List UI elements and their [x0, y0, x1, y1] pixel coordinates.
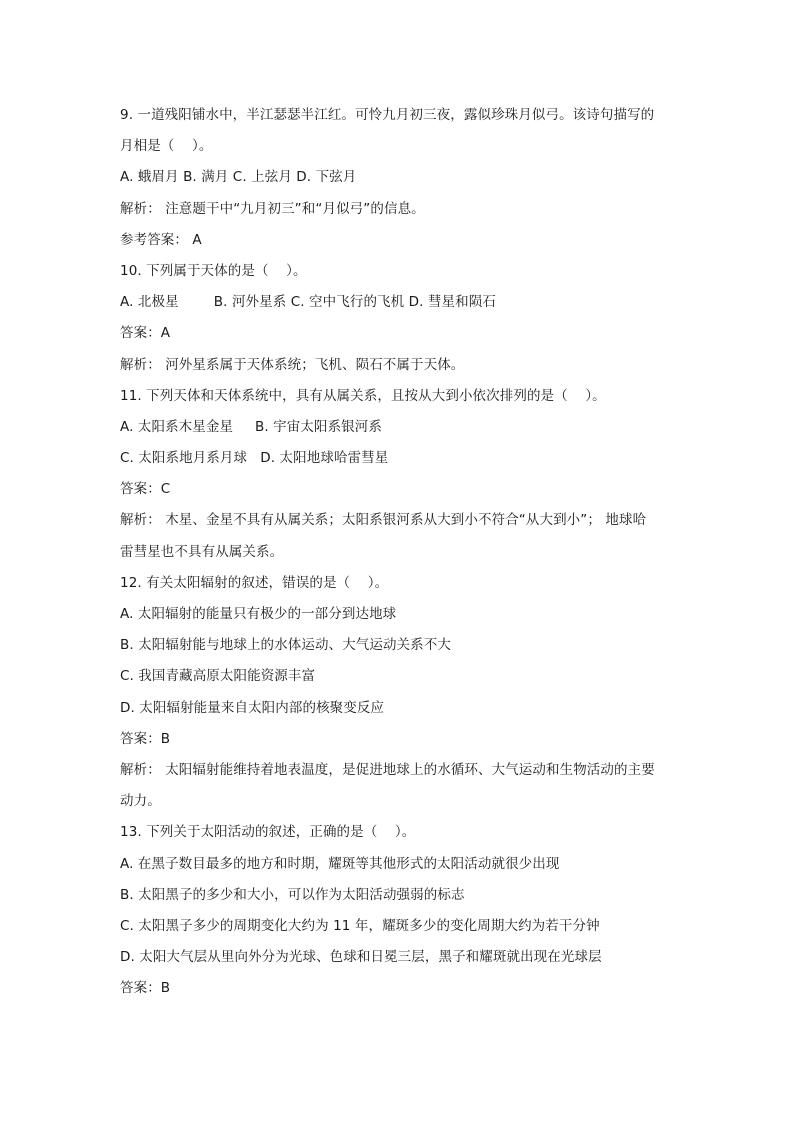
question-13-option-d: D. 太阳大气层从里向外分为光球、色球和日冕三层，黑子和耀斑就出现在光球层: [120, 949, 602, 966]
question-10-answer: 答案：A: [120, 325, 171, 342]
question-13-option-a: A. 在黑子数目最多的地方和时期，耀斑等其他形式的太阳活动就很少出现: [120, 855, 560, 872]
question-10-stem: 10. 下列属于天体的是（ ）。: [120, 262, 307, 279]
question-11-answer: 答案：C: [120, 481, 171, 498]
question-11-stem: 11. 下列天体和天体系统中，具有从属关系，且按从大到小依次排列的是（ ）。: [120, 387, 606, 404]
question-9-answer: 参考答案： A: [120, 231, 202, 248]
question-9-options: A. 蛾眉月 B. 满月 C. 上弦月 D. 下弦月: [120, 169, 357, 186]
question-12-option-c: C. 我国青藏高原太阳能资源丰富: [120, 668, 316, 685]
document-body: [120, 100, 680, 1004]
question-13-option-b: B. 太阳黑子的多少和大小，可以作为太阳活动强弱的标志: [120, 886, 465, 903]
question-9-stem-line-1: 9. 一道残阳铺水中，半江瑟瑟半江红。可怜九月初三夜，露似珍珠月似弓。该诗句描写的: [120, 107, 655, 123]
question-13-answer: 答案：B: [120, 980, 171, 997]
question-10-options: A. 北极星 B. 河外星系 C. 空中飞行的飞机 D. 彗星和陨石: [120, 294, 496, 311]
question-9-analysis: 解析： 注意题干中“九月初三”和“月似弓”的信息。: [120, 200, 425, 217]
question-9-stem-line-2: 月相是（ ）。: [120, 138, 213, 155]
question-11-options-ab: A. 太阳系木星金星 B. 宇宙太阳系银河系: [120, 418, 382, 435]
question-12-option-a: A. 太阳辐射的能量只有极少的一部分到达地球: [120, 606, 397, 622]
question-12-stem: 12. 有关太阳辐射的叙述，错误的是（ ）。: [120, 574, 389, 591]
question-12-option-b: B. 太阳辐射能与地球上的水体运动、大气运动关系不大: [120, 637, 451, 654]
question-12-analysis-line-1: 解析： 太阳辐射能维持着地表温度，是促进地球上的水循环、大气运动和生物活动的主要: [120, 761, 655, 778]
question-12-analysis-line-2: 动力。: [120, 793, 161, 810]
question-13-stem: 13. 下列关于太阳活动的叙述，正确的是（ ）。: [120, 824, 416, 841]
question-11-analysis-line-1: 解析： 木星、金星不具有从属关系；太阳系银河系从大到小不符合“从大到小”； 地球哈: [120, 512, 647, 529]
question-11-analysis-line-2: 雷彗星也不具有从属关系。: [120, 543, 284, 560]
question-13-option-c: C. 太阳黑子多少的周期变化大约为 11 年，耀斑多少的变化周期大约为若干分钟: [120, 917, 600, 934]
question-12-answer: 答案：B: [120, 730, 171, 747]
question-12-option-d: D. 太阳辐射能量来自太阳内部的核聚变反应: [120, 699, 385, 716]
question-10-analysis: 解析： 河外星系属于天体系统；飞机、陨石不属于天体。: [120, 356, 465, 373]
question-11-options-cd: C. 太阳系地月系月球 D. 太阳地球哈雷彗星: [120, 450, 389, 467]
